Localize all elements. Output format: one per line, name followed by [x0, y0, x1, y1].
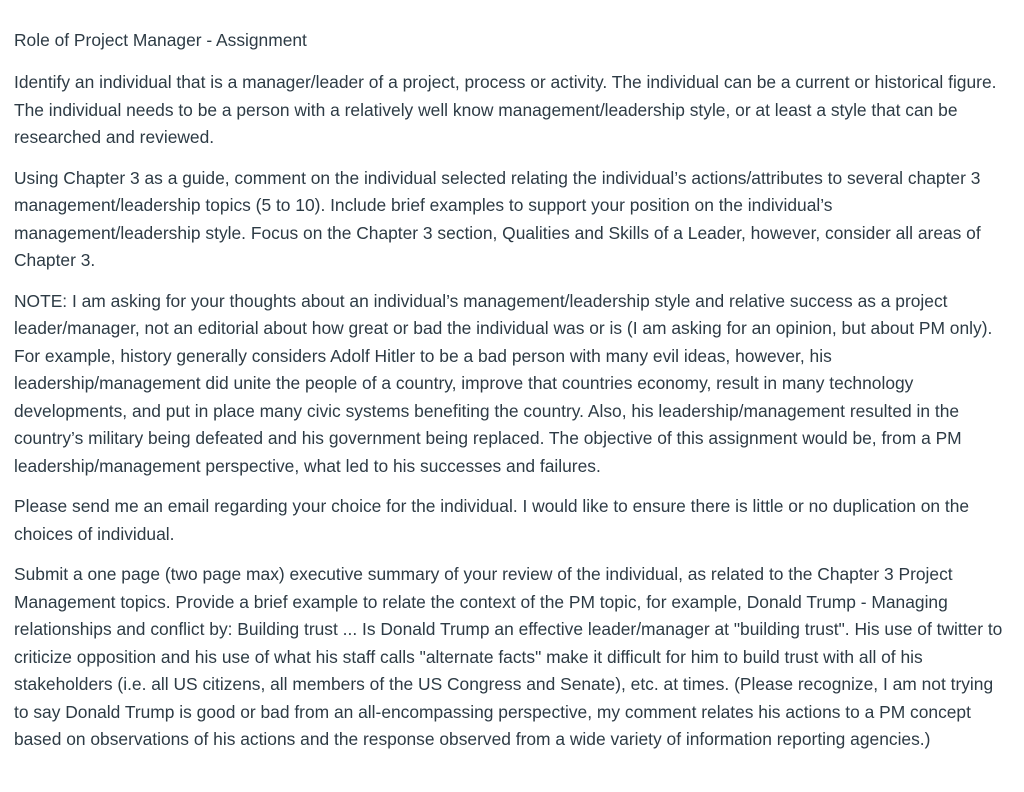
assignment-title: Role of Project Manager - Assignment: [14, 30, 307, 50]
paragraph-submit-summary: Submit a one page (two page max) executive summary of your review of the individual, as related to the Chapter 3 Project Management topics. Provide a brief example to relate the context of the PM topic, for example, Donald Trump - Managing relationships and conflict by: Building trust ... Is Donald Trump an effective leader/manager at "building trust". His use of twitter to criticize opposition and his use of what his staff calls "alternate facts" make it difficult for him to build trust with all of his stakeholders (i.e. all US citizens, all members of the US Congress and Senate), etc. at times. (Please recognize, I am not trying to say Donald Trump is good or bad from an all-encompassing perspective, my comment relates his actions to a PM concept based on observations of his actions and the response observed from a wide variety of information reporting agencies.): [14, 564, 1003, 749]
paragraph-chapter-3-guide: Using Chapter 3 as a guide, comment on the individual selected relating the individual’s actions/attributes to several chapter 3 management/leadership topics (5 to 10). Include brief examples to support your position on the individual’s management/leadership style. Focus on the Chapter 3 section, Qualities and Skills of a Leader, however, consider all areas of Chapter 3.: [14, 167, 981, 270]
paragraph-note: NOTE: I am asking for your thoughts about an individual’s management/leadership style and relative success as a project leader/manager, not an editorial about how great or bad the individual was or is (I am asking for an opinion, but about PM only). For example, history generally considers Adolf Hitler to be a bad person with many evil ideas, however, his leadership/management did unite the people of a country, improve that countries economy, result in many technology developments, and put in place many civic systems benefiting the country. Also, his leadership/management resulted in the country’s military being defeated and his government being replaced. The objective of this assignment would be, from a PM leadership/management perspective, what led to his successes and failures.: [14, 290, 993, 476]
paragraph-send-email: Please send me an email regarding your choice for the individual. I would like to ensure there is little or no duplication on the choices of individual.: [14, 496, 970, 544]
paragraph-identify-individual: Identify an individual that is a manager/leader of a project, process or activity. The individual can be a current or historical figure. The individual needs to be a person with a relatively well know management/leadership style, or at least a style that can be researched and reviewed.: [14, 72, 997, 147]
